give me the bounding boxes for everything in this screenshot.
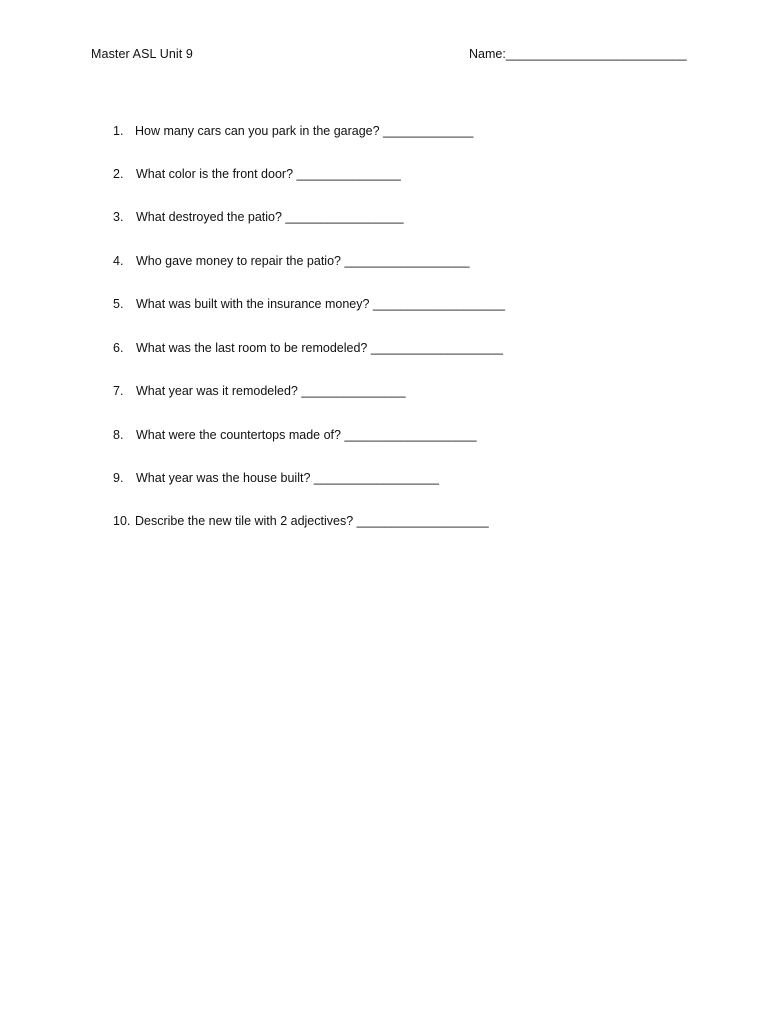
question-text: Who gave money to repair the patio? __________________ xyxy=(136,254,470,268)
question-text: What color is the front door? _______________ xyxy=(136,167,401,181)
page-title: Master ASL Unit 9 xyxy=(91,47,193,61)
question-number: 6. xyxy=(113,341,124,355)
question-text: What year was the house built? __________________ xyxy=(136,471,440,485)
question-text: What were the countertops made of? ___________________ xyxy=(136,428,477,442)
question-number: 2. xyxy=(113,167,124,181)
question-number: 5. xyxy=(113,297,124,311)
name-field-label: Name:__________________________ xyxy=(469,47,687,61)
question-text: What was the last room to be remodeled? ___________________ xyxy=(136,341,503,355)
question-text: What was built with the insurance money? ___________________ xyxy=(136,297,506,311)
question-number: 8. xyxy=(113,428,124,442)
question-number: 10. xyxy=(113,514,131,528)
question-number: 1. xyxy=(113,124,124,138)
question-text: How many cars can you park in the garage? _____________ xyxy=(135,124,474,138)
question-number: 4. xyxy=(113,254,124,268)
question-text: What destroyed the patio? _________________ xyxy=(136,210,404,224)
question-number: 9. xyxy=(113,471,124,485)
question-text: What year was it remodeled? _______________ xyxy=(136,384,406,398)
question-text: Describe the new tile with 2 adjectives? ___________________ xyxy=(135,514,489,528)
question-number: 3. xyxy=(113,210,124,224)
question-number: 7. xyxy=(113,384,124,398)
